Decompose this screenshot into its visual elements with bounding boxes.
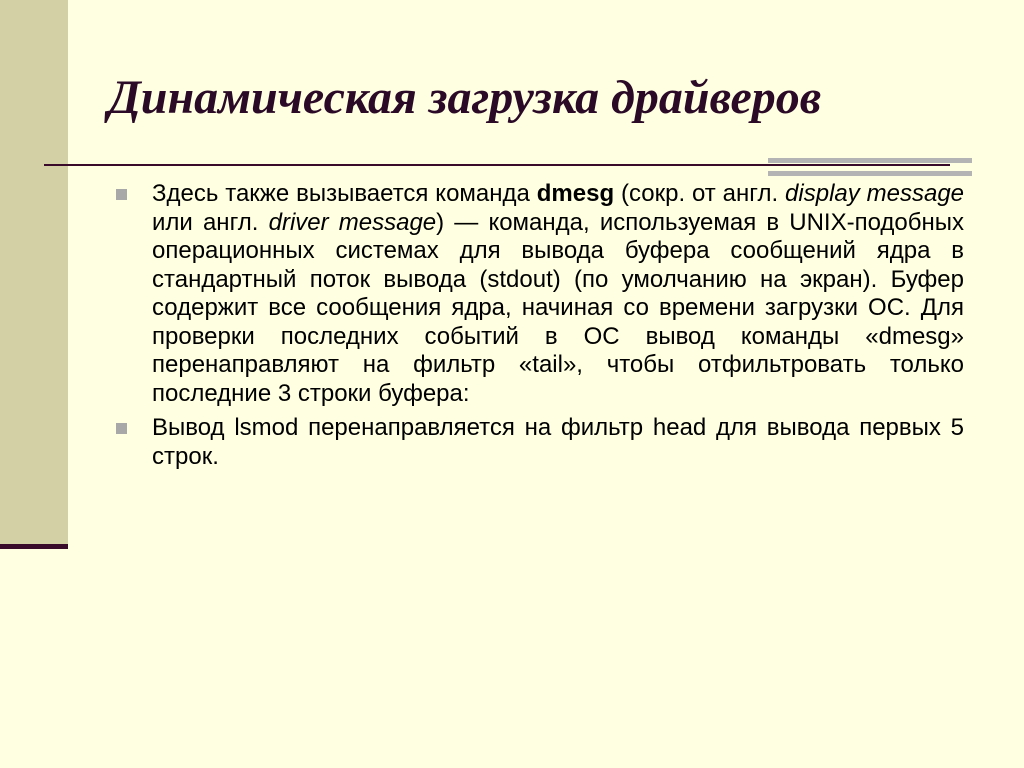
title-divider-line — [44, 164, 950, 166]
slide-body — [112, 180, 964, 471]
bullet-item-dmesg — [112, 180, 964, 408]
left-accent-bar — [0, 544, 68, 549]
title-divider-accent-bottom — [768, 171, 972, 176]
title-divider-accent-top — [768, 158, 972, 163]
bullet-item-lsmod — [112, 414, 964, 471]
term-display-message: display message — [785, 180, 965, 207]
slide-title: Динамическая загрузка драйверов — [108, 71, 822, 124]
command-name-dmesg: dmesg — [536, 180, 615, 207]
bullet-text-segment: Здесь также вызывается команда — [152, 180, 537, 207]
term-driver-message: driver message — [268, 208, 437, 236]
bullet-text-segment: (сокр. от англ. — [614, 180, 786, 207]
left-decorative-band — [0, 0, 68, 547]
bullet-text-segment: или англ. — [152, 208, 269, 236]
square-bullet-icon — [116, 423, 127, 434]
bullet-text-segment: ) — команда, используемая в UNIX-подобных операционных системах для вывода буфера сообщений ядра в стандартный поток вывода (stdout) (по умолчанию на экран). Буфер содержит все сообщения ядра, начиная со времени загрузки ОС. Для проверки последних событий в ОС вывод команды «dmesg» перенаправляют на фильтр «tail», чтобы отфильтровать только последние 3 строки буфера: — [152, 208, 964, 407]
square-bullet-icon — [116, 189, 127, 200]
bullet-text: Вывод lsmod перенаправляется на фильтр head для вывода первых 5 строк. — [152, 414, 964, 470]
